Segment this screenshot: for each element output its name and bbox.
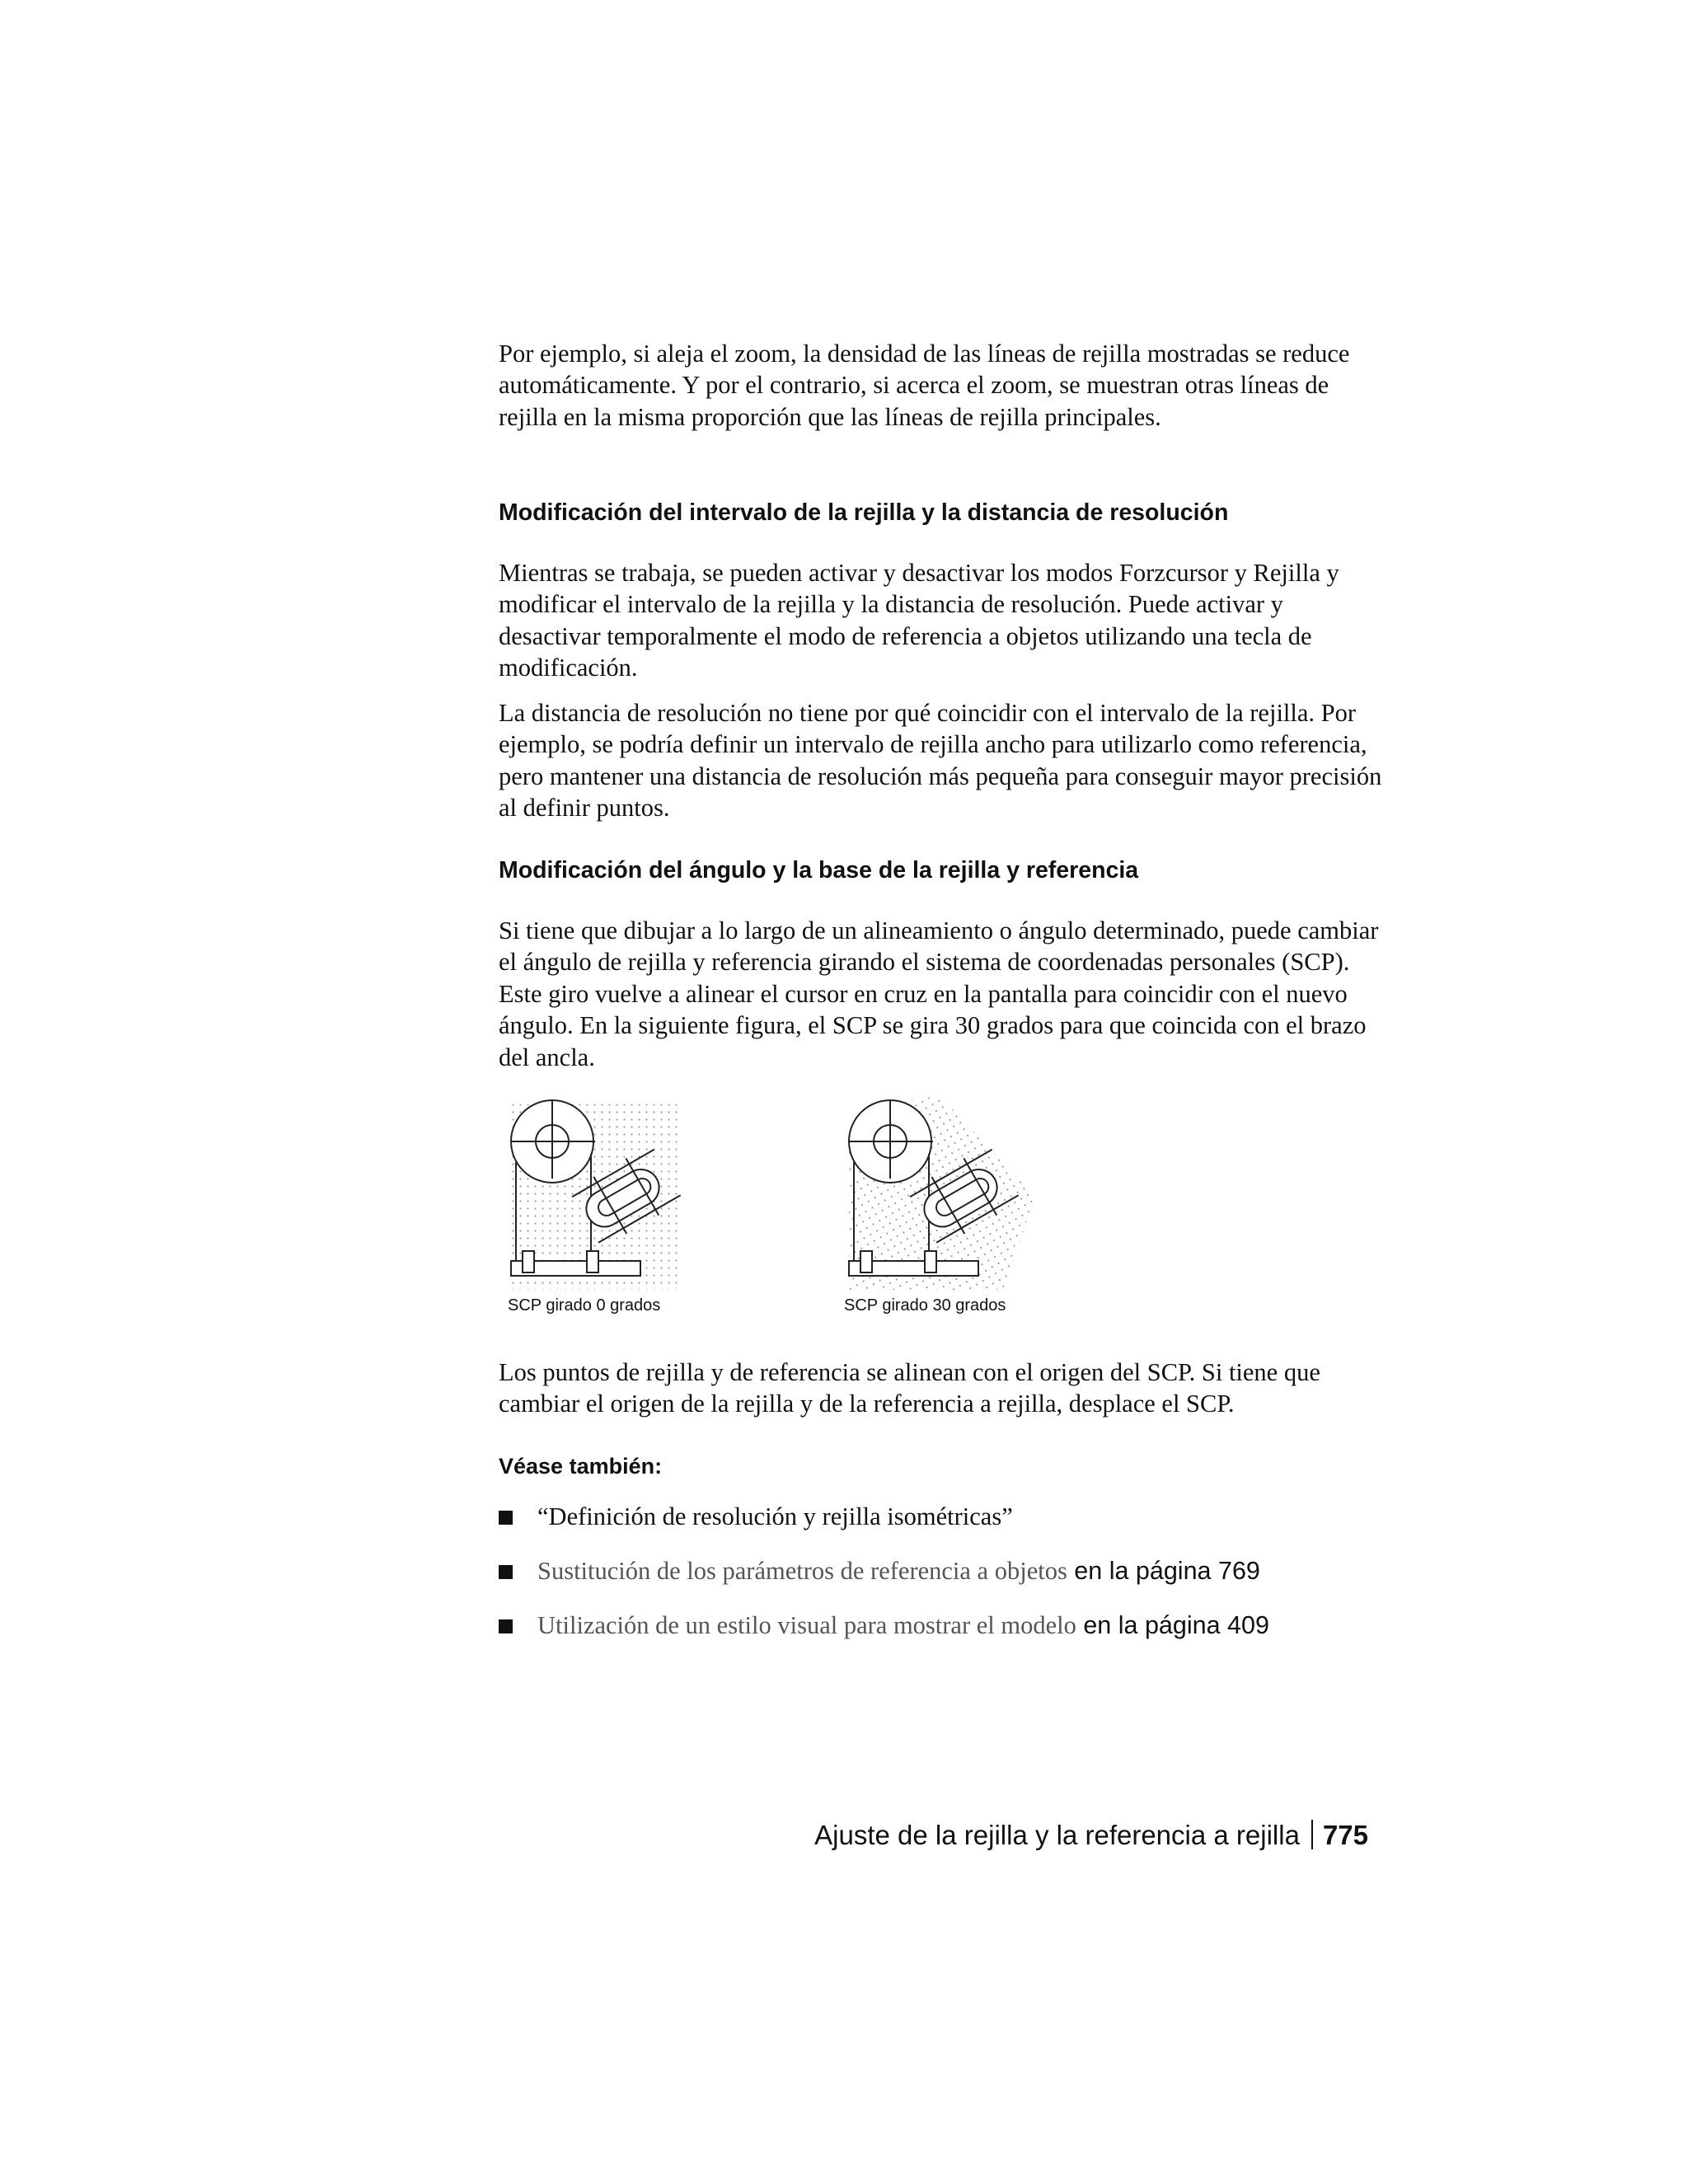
- square-bullet-icon: [499, 1565, 513, 1579]
- paragraph-grid-origin: Los puntos de rejilla y de referencia se alinean con el origen del SCP. Si tiene que cambiar el origen de la rejilla y de la referencia a rejilla, desplace el SCP.: [499, 1358, 1320, 1418]
- anchor-drawing-30-degrees: [841, 1096, 1039, 1294]
- ucs-rotation-figure: [504, 1096, 1048, 1327]
- section-heading-interval: Modificación del intervalo de la rejilla y la distancia de resolución: [499, 499, 1229, 526]
- square-bullet-icon: [499, 1619, 513, 1633]
- caption-scp-0: SCP girado 0 grados: [508, 1296, 661, 1315]
- see-also-link-visual-style[interactable]: Utilización de un estilo visual para mostrar el modelo: [537, 1611, 1076, 1639]
- section-heading-angle: Modificación del ángulo y la base de la rejilla y referencia: [499, 857, 1139, 883]
- page-footer: [791, 1817, 1368, 1854]
- see-also-link-isometric[interactable]: “Definición de resolución y rejilla isométricas”: [537, 1502, 1013, 1530]
- see-also-heading: Véase también:: [499, 1454, 663, 1479]
- caption-scp-30: SCP girado 30 grados: [844, 1296, 1006, 1315]
- see-also-link-osnap-override[interactable]: Sustitución de los parámetros de referencia a objetos: [537, 1557, 1067, 1585]
- list-item: [499, 1609, 1422, 1663]
- square-bullet-icon: [499, 1511, 513, 1525]
- paragraph-modes: Mientras se trabaja, se pueden activar y desactivar los modos Forzcursor y Rejilla y modificar el intervalo de la rejilla y la distancia de resolución. Puede activar y desactivar temporalmente el modo de referencia a objetos utilizando una tecla de modificación.: [499, 559, 1339, 682]
- paragraph-resolution-distance: La distancia de resolución no tiene por qué coincidir con el intervalo de la rejilla. Por ejemplo, se podría definir un intervalo de rejilla ancho para utilizarlo como referencia, pero mantener una distancia de resolución más pequeña para conseguir mayor precisión al definir puntos.: [499, 699, 1382, 823]
- see-also-page-ref: en la página 409: [1076, 1611, 1269, 1639]
- footer-section-title: Ajuste de la rejilla y la referencia a rejilla: [814, 1820, 1300, 1850]
- paragraph-zoom-density: Por ejemplo, si aleja el zoom, la densidad de las líneas de rejilla mostradas se reduce automáticamente. Y por el contrario, si acerca el zoom, se muestran otras líneas de rejilla en la misma proporción que las líneas de rejilla principales.: [499, 340, 1350, 431]
- page-number: 775: [1322, 1820, 1368, 1850]
- list-item: [499, 1500, 1422, 1554]
- list-item: [499, 1554, 1422, 1609]
- paragraph-rotate-ucs: Si tiene que dibujar a lo largo de un alineamiento o ángulo determinado, puede cambiar el ángulo de rejilla y referencia girando el sistema de coordenadas personales (SCP). Este giro vuelve a alinear el cursor en cruz en la pantalla para coincidir con el nuevo ángulo. En la siguiente figura, el SCP se gira 30 grados para que coincida con el brazo del ancla.: [499, 916, 1379, 1071]
- footer-divider: [1311, 1820, 1313, 1849]
- anchor-drawing-0-degrees: [504, 1096, 686, 1294]
- see-also-list: [499, 1500, 1422, 1663]
- see-also-page-ref: en la página 769: [1067, 1557, 1260, 1585]
